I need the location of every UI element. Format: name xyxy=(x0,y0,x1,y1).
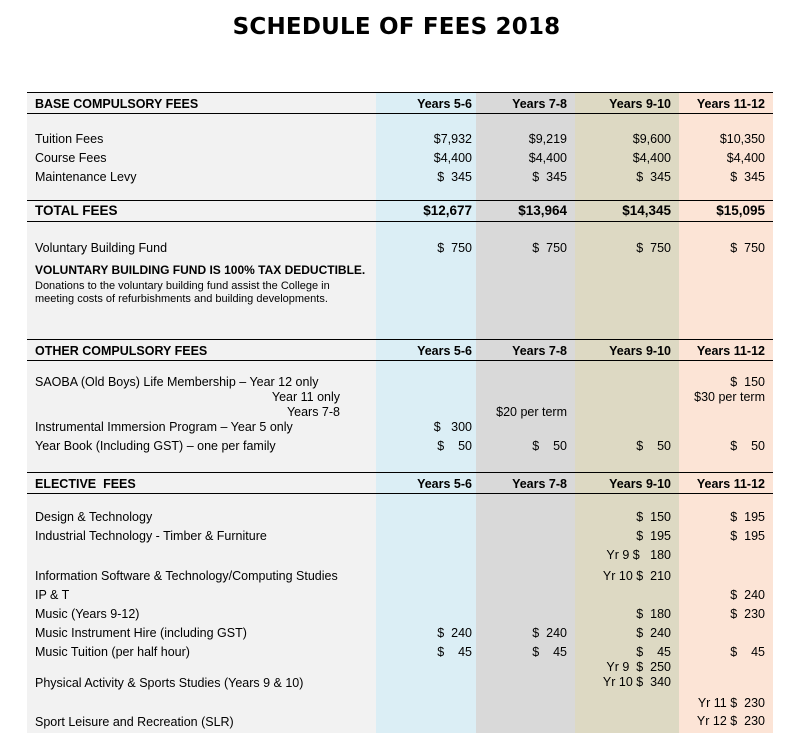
course-fees-value: $4,400 xyxy=(632,151,671,165)
building-fund-value: $ 750 xyxy=(636,241,671,255)
col-header-years-7-8: Years 7-8 xyxy=(512,97,567,111)
ipt-label: IP & T xyxy=(35,588,70,602)
course-fees-label: Course Fees xyxy=(35,151,107,165)
building-fund-value: $ 750 xyxy=(532,241,567,255)
pass-label: Physical Activity & Sports Studies (Years 9 & 10) xyxy=(35,676,304,690)
total-fees-label: TOTAL FEES xyxy=(35,203,118,218)
course-fees-value: $4,400 xyxy=(726,151,765,165)
maintenance-levy-value: $ 345 xyxy=(437,170,472,184)
instrument-hire-value: $ 240 xyxy=(636,626,671,640)
information-software-label: Information Software & Technology/Computing Studies xyxy=(35,569,338,583)
col-header-years-11-12: Years 11-12 xyxy=(696,477,765,491)
col-header-years-11-12: Years 11-12 xyxy=(696,344,765,358)
col-header-years-9-10: Years 9-10 xyxy=(609,344,671,358)
total-fees-value: $13,964 xyxy=(518,203,567,218)
year-book-value: $ 50 xyxy=(532,439,567,453)
slr-label: Sport Leisure and Recreation (SLR) xyxy=(35,715,234,729)
course-fees-value: $4,400 xyxy=(433,151,472,165)
saoba-year-11-value: $30 per term xyxy=(694,390,765,404)
maintenance-levy-value: $ 345 xyxy=(532,170,567,184)
building-fund-note-line1: Donations to the voluntary building fund assist the College in xyxy=(35,280,330,292)
saoba-year-12-value: $ 150 xyxy=(730,375,765,389)
total-fees-value: $12,677 xyxy=(423,203,472,218)
year-book-value: $ 50 xyxy=(636,439,671,453)
music-tuition-label: Music Tuition (per half hour) xyxy=(35,645,190,659)
maintenance-levy-value: $ 345 xyxy=(730,170,765,184)
instrument-hire-label: Music Instrument Hire (including GST) xyxy=(35,626,247,640)
tax-deductible-note: VOLUNTARY BUILDING FUND IS 100% TAX DEDUCTIBLE. xyxy=(35,263,366,277)
col-header-years-5-6: Years 5-6 xyxy=(417,97,472,111)
industrial-technology-value: $ 195 xyxy=(636,529,671,543)
saoba-years-7-8-label: Years 7-8 xyxy=(286,405,340,419)
industrial-technology-label: Industrial Technology - Timber & Furniture xyxy=(35,529,267,543)
ipt-value: $ 240 xyxy=(730,588,765,602)
instrumental-immersion-label: Instrumental Immersion Program – Year 5 only xyxy=(35,420,293,434)
tuition-fees-value: $7,932 xyxy=(433,132,472,146)
col-header-years-7-8: Years 7-8 xyxy=(512,344,567,358)
col-header-years-9-10: Years 9-10 xyxy=(609,477,671,491)
music-label: Music (Years 9-12) xyxy=(35,607,140,621)
pass-year-9-value: Yr 9 $ 250 xyxy=(606,660,671,674)
building-fund-value: $ 750 xyxy=(437,241,472,255)
music-value: $ 230 xyxy=(730,607,765,621)
building-fund-value: $ 750 xyxy=(730,241,765,255)
music-tuition-value: $ 45 xyxy=(636,645,671,659)
col-header-years-9-10: Years 9-10 xyxy=(609,97,671,111)
saoba-label: SAOBA (Old Boys) Life Membership – Year 12 only xyxy=(35,375,319,389)
col-header-years-5-6: Years 5-6 xyxy=(417,344,472,358)
course-fees-value: $4,400 xyxy=(528,151,567,165)
design-technology-value: $ 150 xyxy=(636,510,671,524)
tuition-fees-label: Tuition Fees xyxy=(35,132,104,146)
total-fees-value: $14,345 xyxy=(622,203,671,218)
total-fees-value: $15,095 xyxy=(716,203,765,218)
year-book-value: $ 50 xyxy=(437,439,472,453)
tuition-fees-value: $10,350 xyxy=(719,132,765,146)
col-header-years-7-8: Years 7-8 xyxy=(512,477,567,491)
music-value: $ 180 xyxy=(636,607,671,621)
maintenance-levy-value: $ 345 xyxy=(636,170,671,184)
saoba-years-7-8-value: $20 per term xyxy=(496,405,567,419)
pass-year-10-value: Yr 10 $ 340 xyxy=(602,675,671,689)
building-fund-note-line2: meeting costs of refurbishments and building developments. xyxy=(35,293,328,305)
col-header-years-5-6: Years 5-6 xyxy=(417,477,472,491)
base-fees-heading: BASE COMPULSORY FEES xyxy=(35,97,199,111)
music-tuition-value: $ 45 xyxy=(437,645,472,659)
year-book-label: Year Book (Including GST) – one per family xyxy=(35,439,276,453)
other-fees-heading: OTHER COMPULSORY FEES xyxy=(35,344,208,358)
music-tuition-value: $ 45 xyxy=(730,645,765,659)
instrument-hire-value: $ 240 xyxy=(532,626,567,640)
page-title: SCHEDULE OF FEES 2018 xyxy=(232,14,561,40)
elective-fees-heading: ELECTIVE FEES xyxy=(35,477,136,491)
ist-year-9-value: Yr 9 $ 180 xyxy=(606,548,671,562)
saoba-year-11-label: Year 11 only xyxy=(271,390,340,404)
tuition-fees-value: $9,219 xyxy=(528,132,567,146)
design-technology-label: Design & Technology xyxy=(35,510,153,524)
music-tuition-value: $ 45 xyxy=(532,645,567,659)
tuition-fees-value: $9,600 xyxy=(632,132,671,146)
slr-year-12-value: Yr 12 $ 230 xyxy=(696,714,765,728)
industrial-technology-value: $ 195 xyxy=(730,529,765,543)
instrument-hire-value: $ 240 xyxy=(437,626,472,640)
instrumental-immersion-value: $ 300 xyxy=(433,420,472,434)
years-11-12-column-shade xyxy=(679,92,773,733)
building-fund-label: Voluntary Building Fund xyxy=(35,241,168,255)
ist-year-10-value: Yr 10 $ 210 xyxy=(602,569,671,583)
maintenance-levy-label: Maintenance Levy xyxy=(35,170,137,184)
year-book-value: $ 50 xyxy=(730,439,765,453)
design-technology-value: $ 195 xyxy=(730,510,765,524)
col-header-years-11-12: Years 11-12 xyxy=(696,97,765,111)
slr-year-11-value: Yr 11 $ 230 xyxy=(697,696,765,710)
